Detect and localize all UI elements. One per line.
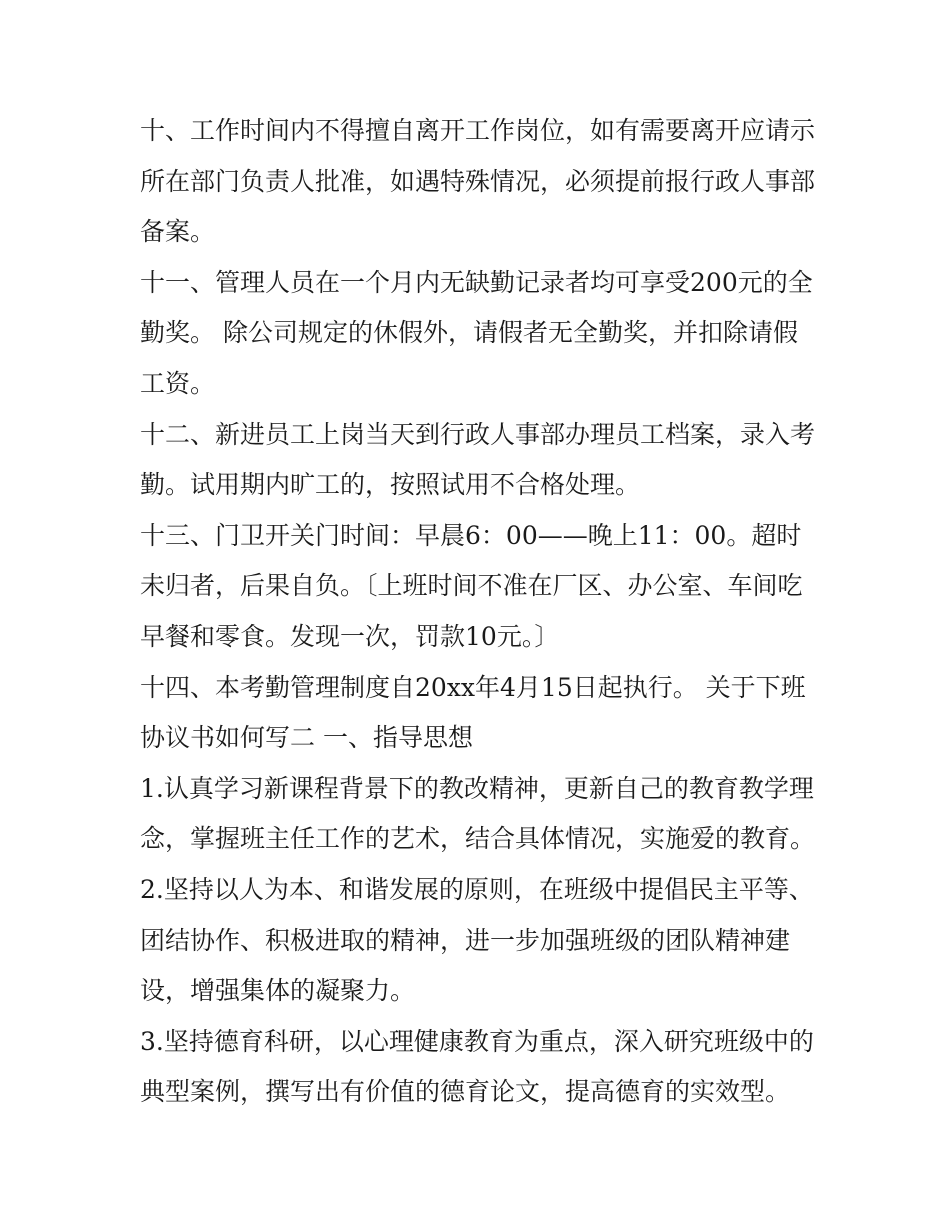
paragraph-guideline-3: 3.坚持德育科研，以心理健康教育为重点，深入研究班级中的典型案例，撰写出有价值的德育论文，提高德育的实效型。 [140, 1026, 814, 1107]
paragraph-rule-11: 十一、管理人员在一个月内无缺勤记录者均可享受200元的全勤奖。 除公司规定的休假外，请假者无全勤奖，并扣除请假工资。 [140, 267, 813, 398]
paragraph-rule-14: 十四、本考勤管理制度自20xx年4月15日起执行。 关于下班协议书如何写二 一、指导思想 [140, 672, 806, 753]
document-body [140, 106, 820, 1118]
paragraph-guideline-2: 2.坚持以人为本、和谐发展的原则，在班级中提倡民主平等、团结协作、积极进取的精神，进一步加强班级的团队精神建设，增强集体的凝聚力。 [140, 874, 814, 1006]
paragraph-guideline-1: 1.认真学习新课程背景下的教改精神，更新自己的教育教学理念，掌握班主任工作的艺术，结合具体情况，实施爱的教育。 [140, 773, 816, 854]
paragraph-rule-10: 十、工作时间内不得擅自离开工作岗位，如有需要离开应请示所在部门负责人批准，如遇特殊情况，必须提前报行政人事部备案。 [140, 116, 816, 247]
paragraph-rule-13: 十三、门卫开关门时间：早晨6：00——晚上11：00。超时未归者，后果自负。〔上班时间不准在厂区、办公室、车间吃早餐和零食。发现一次，罚款10元。〕 [140, 520, 803, 651]
paragraph-rule-12: 十二、新进员工上岗当天到行政人事部办理员工档案，录入考勤。试用期内旷工的，按照试用不合格处理。 [140, 419, 816, 500]
